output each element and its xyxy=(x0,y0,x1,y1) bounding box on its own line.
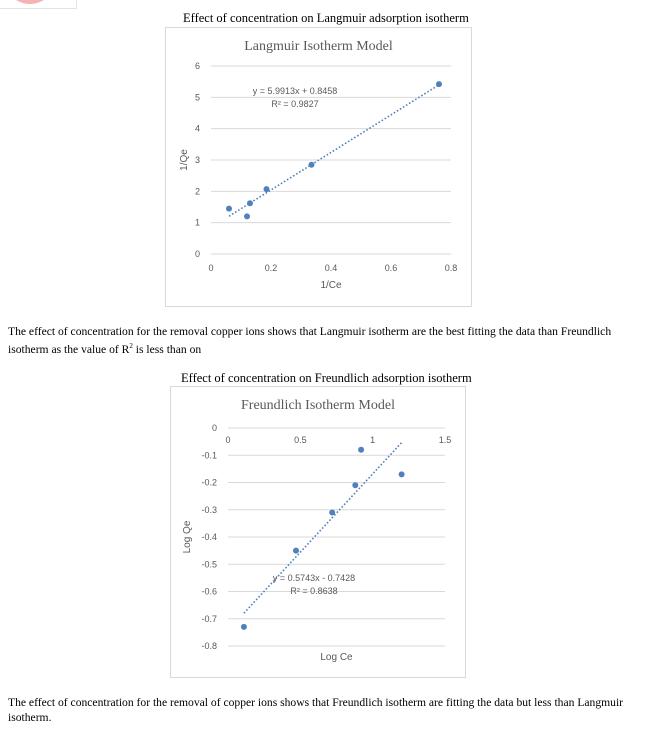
y-tick-label: -0.5 xyxy=(201,559,217,570)
x-tick-label: 1.5 xyxy=(438,435,452,445)
y-tick-label: 1 xyxy=(194,217,200,228)
data-point xyxy=(329,509,335,515)
x-tick-label: 0.5 xyxy=(294,435,307,445)
x-tick-label: 0.2 xyxy=(264,263,278,273)
y-tick-label: -0.8 xyxy=(201,641,217,651)
y-tick-label: -0.6 xyxy=(201,586,217,597)
paragraph-langmuir xyxy=(8,324,648,357)
x-tick-label: 0 xyxy=(225,435,231,445)
caption-freundlich: Effect of concentration on Freundlich adsorption isotherm xyxy=(181,371,472,385)
trendline xyxy=(229,85,439,216)
data-point xyxy=(241,624,247,630)
data-point xyxy=(244,213,250,219)
x-tick-label: 1 xyxy=(370,435,376,445)
data-point xyxy=(352,482,358,488)
data-point xyxy=(293,548,299,554)
y-tick-label: 6 xyxy=(194,61,200,71)
trendline-equation: y = 5.9913x + 0.8458 xyxy=(252,86,338,96)
x-tick-label: 0 xyxy=(208,263,214,273)
decorative-frame xyxy=(0,0,77,9)
x-tick-label: 0.8 xyxy=(444,263,458,273)
langmuir-chart-svg xyxy=(166,28,471,306)
data-point xyxy=(399,471,405,477)
y-tick-label: 5 xyxy=(194,92,200,103)
r-squared-label: R² = 0.8638 xyxy=(290,586,338,596)
y-tick-label: 0 xyxy=(211,423,217,433)
data-point xyxy=(436,81,442,87)
data-point xyxy=(358,447,364,453)
y-axis-label: 1/Qe xyxy=(179,149,190,171)
data-point xyxy=(264,186,270,192)
y-tick-label: 2 xyxy=(194,186,200,197)
x-axis-label: 1/Ce xyxy=(320,280,342,291)
chart-title: Langmuir Isotherm Model xyxy=(244,39,393,54)
y-tick-label: -0.4 xyxy=(201,532,217,542)
y-axis-label: Log Qe xyxy=(182,520,193,554)
y-tick-label: -0.7 xyxy=(201,613,217,624)
trendline-equation: y = 0.5743x - 0.7428 xyxy=(272,573,356,583)
y-tick-label: -0.1 xyxy=(201,450,217,461)
x-tick-label: 0.4 xyxy=(324,263,338,273)
caption-langmuir: Effect of concentration on Langmuir adsorption isotherm xyxy=(183,11,469,25)
y-tick-label: 0 xyxy=(194,249,200,259)
y-tick-label: 3 xyxy=(194,155,200,165)
y-tick-label: 4 xyxy=(194,123,200,134)
data-point xyxy=(247,200,253,206)
langmuir-chart xyxy=(165,27,472,307)
paragraph-langmuir-text-a: The effect of concentration for the removal copper ions shows that Langmuir isotherm are the best fitting the data than Freundlich isotherm as the value of R xyxy=(8,325,612,356)
r-squared-label: R² = 0.9827 xyxy=(271,99,319,109)
paragraph-langmuir-text-b: is less than on xyxy=(132,342,202,356)
freundlich-chart-svg xyxy=(171,387,465,677)
x-tick-label: 0.6 xyxy=(384,263,398,273)
y-tick-label: -0.3 xyxy=(201,504,217,515)
chart-title: Freundlich Isotherm Model xyxy=(241,398,395,413)
paragraph-freundlich: The effect of concentration for the removal of copper ions shows that Freundlich isotherm are fitting the data but less than Langmuir isotherm. xyxy=(8,696,624,724)
x-axis-label: Log Ce xyxy=(320,652,353,663)
freundlich-chart xyxy=(170,386,466,678)
data-point xyxy=(226,206,232,212)
paragraph-superscript: 2 xyxy=(129,342,133,350)
y-tick-label: -0.2 xyxy=(201,477,217,488)
data-point xyxy=(309,162,315,168)
